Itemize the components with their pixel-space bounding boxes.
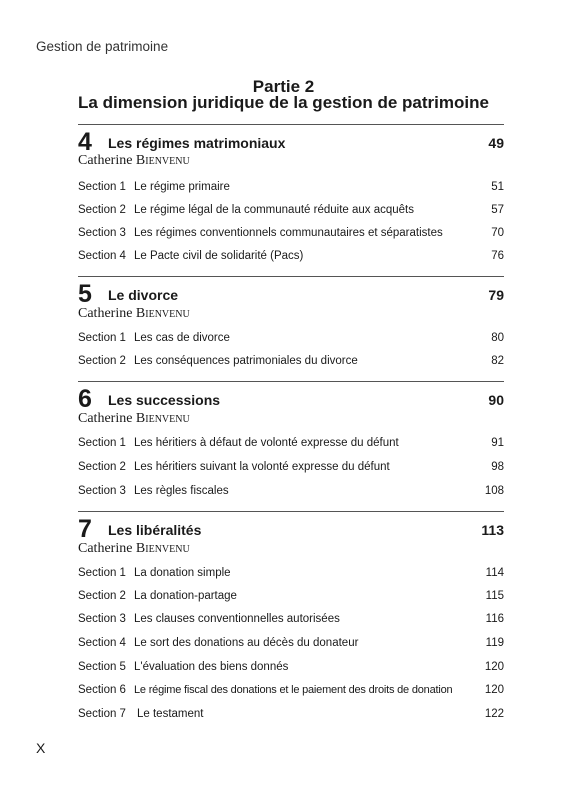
section-label: Section 2 [78, 590, 126, 602]
chapter-title: Le divorce [108, 287, 179, 303]
toc-section[interactable] [78, 224, 504, 242]
section-title: Les cas de divorce [134, 332, 230, 344]
author-last-name: Bienvenu [135, 411, 190, 426]
section-page: 114 [485, 567, 504, 579]
chapter-divider [78, 511, 504, 512]
section-title: Le testament [137, 708, 204, 720]
section-title: La donation simple [134, 567, 231, 579]
author-first-name: Catherine [78, 541, 133, 556]
toc-section[interactable] [78, 201, 504, 219]
toc-section[interactable] [78, 247, 504, 265]
author-first-name: Catherine [78, 153, 133, 168]
section-page: 51 [491, 181, 504, 193]
chapter-divider [78, 276, 504, 277]
section-label: Section 1 [78, 181, 126, 193]
toc-section[interactable] [78, 329, 504, 347]
section-label: Section 7 [78, 708, 126, 720]
chapter-heading[interactable] [78, 385, 504, 413]
toc-section[interactable] [78, 634, 504, 652]
section-page: 120 [484, 661, 504, 673]
section-title: L'évaluation des biens donnés [134, 661, 289, 673]
chapter-author [78, 306, 190, 322]
section-title: Les héritiers à défaut de volonté expresse du défunt [134, 437, 399, 449]
toc-section[interactable] [78, 178, 504, 196]
chapter-number: 5 [78, 280, 92, 308]
section-title: Les clauses conventionnelles autorisées [134, 613, 340, 625]
section-title: Le Pacte civil de solidarité (Pacs) [134, 250, 304, 262]
section-title: La donation-partage [134, 590, 237, 602]
section-label: Section 2 [78, 355, 126, 367]
author-last-name: Bienvenu [135, 153, 190, 168]
section-label: Section 3 [78, 227, 126, 239]
toc-section[interactable] [78, 352, 504, 370]
chapter-title: Les libéralités [108, 522, 202, 538]
author-first-name: Catherine [78, 411, 133, 426]
toc-section[interactable] [78, 482, 504, 500]
author-first-name: Catherine [78, 306, 133, 321]
section-title: Les règles fiscales [134, 485, 229, 497]
section-label: Section 4 [78, 637, 126, 649]
section-title: Les conséquences patrimoniales du divorce [134, 355, 358, 367]
section-page: 122 [484, 708, 504, 720]
page-number: X [36, 740, 46, 756]
section-page: 116 [485, 613, 504, 625]
section-page: 76 [491, 250, 504, 262]
section-page: 91 [491, 437, 504, 449]
section-title: Le sort des donations au décès du donateur [134, 637, 359, 649]
chapter-heading[interactable] [78, 128, 504, 156]
section-page: 98 [491, 461, 504, 473]
toc-section[interactable] [78, 658, 504, 676]
section-label: Section 4 [78, 250, 126, 262]
chapter-page: 90 [488, 392, 504, 408]
section-label: Section 2 [78, 461, 126, 473]
chapter-number: 6 [78, 385, 92, 413]
toc-section[interactable] [78, 458, 504, 476]
section-title: Les régimes conventionnels communautaires et séparatistes [134, 227, 443, 239]
toc-section[interactable] [78, 587, 504, 605]
chapter-title: Les successions [108, 392, 221, 408]
chapter-divider [78, 124, 504, 125]
toc-section[interactable] [78, 705, 504, 723]
section-label: Section 1 [78, 332, 126, 344]
section-label: Section 1 [78, 567, 126, 579]
section-page: 119 [485, 637, 504, 649]
section-page: 108 [484, 485, 504, 497]
section-title: Le régime primaire [134, 181, 230, 193]
toc-section[interactable] [78, 610, 504, 628]
chapter-heading[interactable] [78, 280, 504, 308]
section-label: Section 2 [78, 204, 126, 216]
author-last-name: Bienvenu [135, 541, 190, 556]
section-page: 80 [491, 332, 504, 344]
toc-section[interactable] [78, 681, 504, 699]
chapter-author [78, 541, 190, 557]
section-label: Section 1 [78, 437, 126, 449]
chapter-divider [78, 381, 504, 382]
running-header: Gestion de patrimoine [36, 39, 169, 54]
toc-section[interactable] [78, 434, 504, 452]
chapter-page: 113 [481, 522, 504, 538]
section-label: Section 6 [78, 684, 126, 696]
chapter-number: 7 [78, 515, 92, 543]
section-title: Le régime fiscal des donations et le paiement des droits de donation [134, 684, 453, 696]
chapter-number: 4 [78, 128, 92, 156]
chapter-page: 79 [488, 287, 504, 303]
section-title: Les héritiers suivant la volonté expresse du défunt [134, 461, 390, 473]
section-page: 57 [491, 204, 504, 216]
section-page: 70 [491, 227, 504, 239]
chapter-heading[interactable] [78, 515, 504, 543]
chapter-title: Les régimes matrimoniaux [108, 135, 286, 151]
author-last-name: Bienvenu [135, 306, 190, 321]
section-title: Le régime légal de la communauté réduite aux acquêts [134, 204, 415, 216]
section-page: 115 [485, 590, 504, 602]
chapter-author [78, 411, 190, 427]
part-title: La dimension juridique de la gestion de patrimoine [78, 93, 489, 112]
section-page: 120 [484, 684, 504, 696]
section-label: Section 3 [78, 613, 126, 625]
section-page: 82 [491, 355, 504, 367]
section-label: Section 3 [78, 485, 126, 497]
toc-section[interactable] [78, 564, 504, 582]
chapter-author [78, 153, 190, 169]
section-label: Section 5 [78, 661, 126, 673]
chapter-page: 49 [488, 135, 504, 151]
part-number: Partie 2 [252, 77, 315, 96]
